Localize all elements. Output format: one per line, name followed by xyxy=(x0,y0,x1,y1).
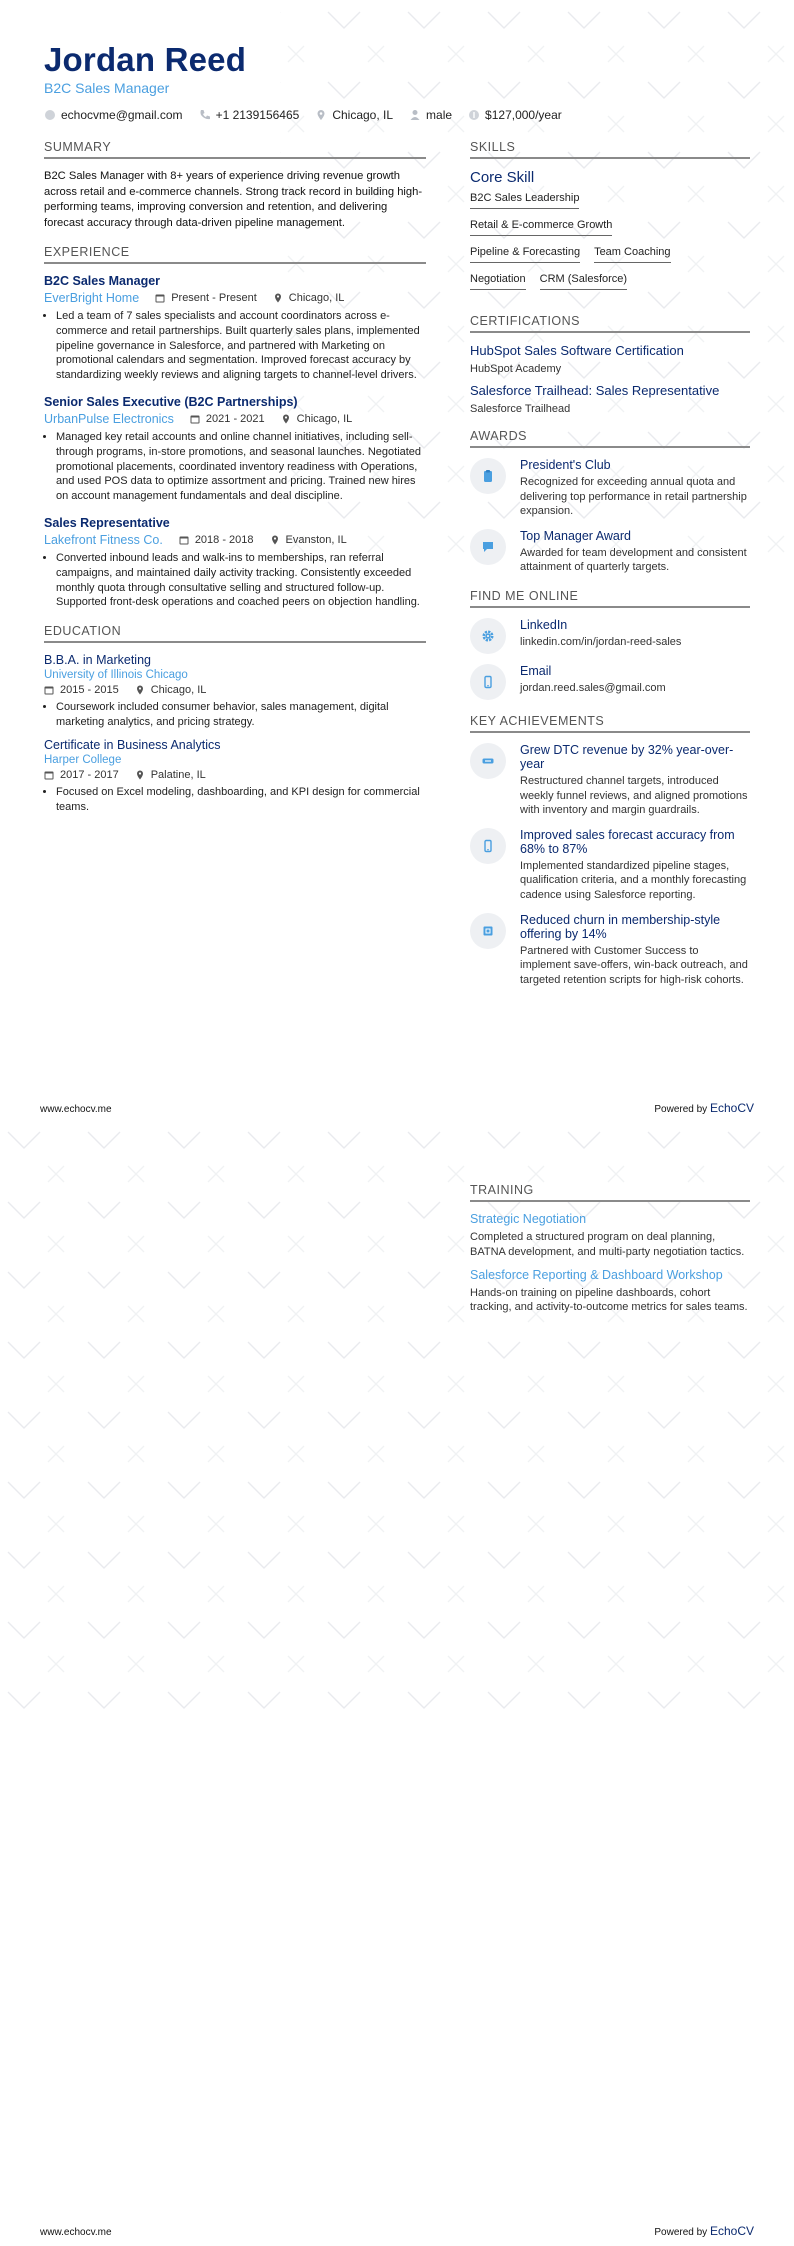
footer-powered-text: Powered by xyxy=(654,1104,708,1115)
online-item-linkedin[interactable] xyxy=(470,618,750,654)
award-item xyxy=(470,458,750,519)
education-dates: 2017 - 2017 xyxy=(44,769,119,781)
resume-page-2 xyxy=(0,1123,794,2246)
skill-tag: Pipeline & Forecasting xyxy=(470,246,580,263)
achievement-item xyxy=(470,913,750,988)
training-text: Completed a structured program on deal planning, BATNA development, and multi-party negotiation tactics. xyxy=(470,1231,745,1258)
job-meta xyxy=(44,412,426,426)
job-item xyxy=(44,395,426,504)
job-bullet: • Managed key retail accounts and online channel initiatives, including sell-through programs, in-store promotions, and seasonal launches. Negotiated promotional placements, coordinated inventory readiness with Operations, and used POS data to optimize assortment and pricing. Trained new hires on account management fundamentals and deal discipline. xyxy=(56,430,426,504)
education-section xyxy=(44,624,426,814)
training-heading: TRAINING xyxy=(470,1183,750,1202)
job-dates: 2021 - 2021 xyxy=(190,413,265,425)
job-bullet: • Converted inbound leads and walk-ins to memberships, ran referral campaigns, and maintained daily activity tracking. Consistently exceeded monthly quota through consultative selling and structured follow-up. Supported front-desk operations and coached peers on objection handling. xyxy=(56,551,426,610)
education-location: Palatine, IL xyxy=(135,769,206,781)
education-bullet: • Coursework included consumer behavior, sales management, digital marketing analytics, and pricing strategy. xyxy=(56,700,426,730)
job-location: Evanston, IL xyxy=(270,534,347,546)
calendar-icon xyxy=(44,770,54,780)
summary-heading: SUMMARY xyxy=(44,140,426,159)
school: Harper College xyxy=(44,753,122,766)
certifications-heading: CERTIFICATIONS xyxy=(470,314,750,333)
achievement-text: Implemented standardized pipeline stages, qualification criteria, and a monthly forecasting cadence using Salesforce reporting. xyxy=(520,859,747,901)
ticket-icon xyxy=(470,743,506,779)
job-title: Senior Sales Executive (B2C Partnerships) xyxy=(44,394,298,409)
education-bullets xyxy=(44,785,426,815)
achievement-text: Partnered with Customer Success to implement save-offers, win-back outreach, and targeted retention scripts for high-risk cohorts. xyxy=(520,944,748,986)
footer-powered xyxy=(654,1101,754,1115)
online-link[interactable]: linkedin.com/in/jordan-reed-sales xyxy=(520,635,682,648)
summary-section xyxy=(44,140,426,231)
award-item xyxy=(470,529,750,575)
skill-tag: Negotiation xyxy=(470,273,526,290)
location-pin-icon xyxy=(270,535,280,545)
job-bullets xyxy=(44,430,426,504)
contact-bar xyxy=(44,108,578,122)
footer-website[interactable]: www.echocv.me xyxy=(40,1104,112,1115)
achievement-item xyxy=(470,743,750,818)
skill-tag: Team Coaching xyxy=(594,246,670,263)
clipboard-icon xyxy=(470,458,506,494)
contact-salary xyxy=(468,108,562,122)
location-text: Chicago, IL xyxy=(332,108,394,122)
coin-icon xyxy=(468,109,480,121)
achievement-title: Grew DTC revenue by 32% year-over-year xyxy=(520,742,734,771)
school: University of Illinois Chicago xyxy=(44,669,188,682)
degree: B.B.A. in Marketing xyxy=(44,653,151,668)
training-title: Strategic Negotiation xyxy=(470,1212,587,1226)
skills-subheading: Core Skill xyxy=(470,169,535,186)
online-heading: FIND ME ONLINE xyxy=(470,589,750,608)
location-pin-icon xyxy=(281,414,291,424)
right-column-page-2 xyxy=(470,1183,750,1329)
experience-heading: EXPERIENCE xyxy=(44,245,426,264)
award-text: Awarded for team development and consistent attainment of quarterly targets. xyxy=(520,546,747,574)
at-icon xyxy=(44,109,56,121)
calendar-icon xyxy=(179,535,189,545)
footer-brand[interactable]: EchoCV xyxy=(709,1101,754,1115)
footer-powered-text: Powered by xyxy=(654,2227,708,2238)
certification-name: Salesforce Trailhead: Sales Representative xyxy=(470,383,720,398)
training-title: Salesforce Reporting & Dashboard Workshop xyxy=(470,1267,723,1282)
certifications-section xyxy=(470,314,750,415)
location-pin-icon xyxy=(135,685,145,695)
certification-issuer: Salesforce Trailhead xyxy=(470,403,571,415)
job-location: Chicago, IL xyxy=(273,292,345,304)
gender-text: male xyxy=(426,108,453,122)
achievement-title: Reduced churn in membership-style offering by 14% xyxy=(520,912,721,941)
achievements-heading: KEY ACHIEVEMENTS xyxy=(470,714,750,733)
achievements-section xyxy=(470,714,750,987)
skill-tag: CRM (Salesforce) xyxy=(540,273,627,290)
job-location: Chicago, IL xyxy=(281,413,353,425)
education-dates: 2015 - 2015 xyxy=(44,684,119,696)
mobile-icon xyxy=(470,664,506,700)
email-text: echocvme@gmail.com xyxy=(61,108,183,122)
online-link[interactable]: jordan.reed.sales@gmail.com xyxy=(520,681,666,694)
left-column xyxy=(44,140,426,828)
footer-website[interactable]: www.echocv.me xyxy=(40,2227,112,2238)
job-bullets xyxy=(44,551,426,610)
experience-section xyxy=(44,245,426,610)
company-name: EverBright Home xyxy=(44,291,140,305)
job-meta xyxy=(44,533,426,547)
achievement-item xyxy=(470,828,750,903)
job-item xyxy=(44,274,426,383)
candidate-title: B2C Sales Manager xyxy=(44,80,170,96)
online-item-email[interactable] xyxy=(470,664,750,700)
candidate-name: Jordan Reed xyxy=(44,41,247,78)
contact-location xyxy=(315,108,393,122)
certification-item xyxy=(470,383,750,415)
contact-phone[interactable] xyxy=(199,108,300,122)
mobile-icon xyxy=(470,828,506,864)
skill-row xyxy=(470,246,750,273)
job-bullets xyxy=(44,309,426,383)
contact-gender xyxy=(409,108,452,122)
phone-text: +1 2139156465 xyxy=(215,108,300,122)
online-section xyxy=(470,589,750,700)
online-title: LinkedIn xyxy=(520,617,568,632)
education-meta xyxy=(44,769,426,781)
salary-text: $127,000/year xyxy=(485,108,562,122)
education-item xyxy=(44,653,426,730)
certification-name: HubSpot Sales Software Certification xyxy=(470,343,684,358)
location-pin-icon xyxy=(273,293,283,303)
right-column xyxy=(470,140,750,1001)
job-bullet: • Led a team of 7 sales specialists and account coordinators across e-commerce and retail partnerships. Built quarterly sales plans, implemented pipeline governance in Salesforce, and partnered with Marketing on promotional calendars and segmentation. Improved forecast accuracy by standardizing weekly reviews and aligning targets to channel-level drivers. xyxy=(56,309,426,383)
skill-row xyxy=(470,273,750,300)
job-title: Sales Representative xyxy=(44,515,170,530)
skills-heading: SKILLS xyxy=(470,140,750,159)
certification-issuer: HubSpot Academy xyxy=(470,363,562,375)
phone-icon xyxy=(199,109,211,121)
skill-tag: B2C Sales Leadership xyxy=(470,192,579,209)
job-meta xyxy=(44,291,426,305)
location-pin-icon xyxy=(315,109,327,121)
skill-row xyxy=(470,192,750,219)
calendar-icon xyxy=(190,414,200,424)
education-item xyxy=(44,738,426,815)
company-name: UrbanPulse Electronics xyxy=(44,411,174,426)
education-meta xyxy=(44,684,426,696)
skill-row xyxy=(470,219,750,246)
certification-item xyxy=(470,343,750,375)
calendar-icon xyxy=(44,685,54,695)
footer-powered xyxy=(654,2224,754,2238)
award-title: Top Manager Award xyxy=(520,528,631,543)
education-bullet: • Focused on Excel modeling, dashboarding, and KPI design for commercial teams. xyxy=(56,785,426,815)
job-item xyxy=(44,516,426,610)
education-location: Chicago, IL xyxy=(135,684,207,696)
degree: Certificate in Business Analytics xyxy=(44,737,221,752)
company-name: Lakefront Fitness Co. xyxy=(44,532,163,547)
footer-brand[interactable]: EchoCV xyxy=(709,2224,754,2238)
achievement-title: Improved sales forecast accuracy from 68% to 87% xyxy=(520,827,735,856)
chip-icon xyxy=(470,913,506,949)
skills-section xyxy=(470,140,750,300)
training-text: Hands-on training on pipeline dashboards, cohort tracking, and activity-to-outcome metrics for sales teams. xyxy=(470,1286,748,1314)
job-dates: Present - Present xyxy=(155,292,257,304)
job-title: B2C Sales Manager xyxy=(44,274,161,288)
online-title: Email xyxy=(520,663,552,678)
achievement-text: Restructured channel targets, introduced weekly funnel reviews, and aligned promotions with inventory and margin guardrails. xyxy=(520,774,748,817)
calendar-icon xyxy=(155,293,165,303)
education-bullets xyxy=(44,700,426,730)
job-dates: 2018 - 2018 xyxy=(179,534,254,546)
person-icon xyxy=(409,109,421,121)
awards-section xyxy=(470,429,750,575)
contact-email[interactable] xyxy=(44,108,183,122)
summary-text: B2C Sales Manager with 8+ years of experience driving revenue growth across retail and e-commerce channels. Strong track record in building high-performing teams, improving conversion and retention, and delivering forecast accuracy through data-driven pipeline management. xyxy=(44,170,423,229)
education-heading: EDUCATION xyxy=(44,624,426,643)
award-text: Recognized for exceeding annual quota and delivering top performance in retail partnership expansion. xyxy=(520,476,747,518)
awards-heading: AWARDS xyxy=(470,429,750,448)
location-pin-icon xyxy=(135,770,145,780)
skill-tag: Retail & E-commerce Growth xyxy=(470,219,612,236)
chat-bubble-icon xyxy=(470,529,506,565)
training-section xyxy=(470,1183,750,1315)
gear-icon xyxy=(470,618,506,654)
award-title: President's Club xyxy=(520,458,611,472)
